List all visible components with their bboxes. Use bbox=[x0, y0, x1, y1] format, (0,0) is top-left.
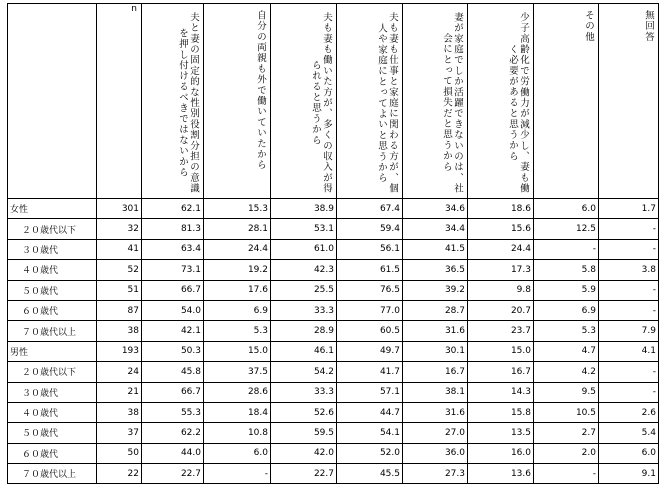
value-cell: 61.5 bbox=[337, 260, 403, 280]
n-header bbox=[97, 4, 142, 199]
value-cell: 1.7 bbox=[599, 199, 659, 219]
value-cell: 17.3 bbox=[468, 260, 534, 280]
table-row bbox=[8, 402, 659, 422]
row-label: ２０歳代以下 bbox=[8, 219, 97, 239]
value-cell: 38.1 bbox=[403, 382, 468, 402]
value-cell: 18.4 bbox=[204, 402, 271, 422]
value-cell: 31.6 bbox=[403, 321, 468, 341]
value-cell: 23.7 bbox=[468, 321, 534, 341]
value-cell: - bbox=[599, 280, 659, 300]
value-cell: 42.3 bbox=[271, 260, 337, 280]
column-header-8 bbox=[599, 4, 659, 199]
row-label: 女性 bbox=[8, 199, 97, 219]
column-header-2 bbox=[204, 4, 271, 199]
value-cell: 16.0 bbox=[468, 443, 534, 463]
n-cell: 38 bbox=[97, 321, 142, 341]
value-cell: 28.9 bbox=[271, 321, 337, 341]
value-cell: 16.7 bbox=[403, 362, 468, 382]
n-cell: 21 bbox=[97, 382, 142, 402]
row-label: ５０歳代 bbox=[8, 280, 97, 300]
value-cell: 24.4 bbox=[468, 239, 534, 259]
value-cell: - bbox=[534, 239, 599, 259]
value-cell: 5.8 bbox=[534, 260, 599, 280]
value-cell: 3.8 bbox=[599, 260, 659, 280]
table-body bbox=[8, 199, 659, 484]
n-cell: 52 bbox=[97, 260, 142, 280]
value-cell: 53.1 bbox=[271, 219, 337, 239]
value-cell: 6.0 bbox=[204, 443, 271, 463]
n-header-label: n bbox=[131, 4, 137, 14]
value-cell: 52.0 bbox=[337, 443, 403, 463]
value-cell: 50.3 bbox=[142, 341, 204, 361]
row-label: ７０歳代以上 bbox=[8, 464, 97, 484]
value-cell: 77.0 bbox=[337, 300, 403, 320]
n-cell: 37 bbox=[97, 423, 142, 443]
value-cell: 62.2 bbox=[142, 423, 204, 443]
value-cell: 22.7 bbox=[271, 464, 337, 484]
value-cell: 15.3 bbox=[204, 199, 271, 219]
value-cell: - bbox=[599, 382, 659, 402]
value-cell: 20.7 bbox=[468, 300, 534, 320]
row-label: ３０歳代 bbox=[8, 239, 97, 259]
column-header-3 bbox=[271, 4, 337, 199]
value-cell: 16.7 bbox=[468, 362, 534, 382]
value-cell: 81.3 bbox=[142, 219, 204, 239]
value-cell: 56.1 bbox=[337, 239, 403, 259]
n-cell: 22 bbox=[97, 464, 142, 484]
table-row bbox=[8, 464, 659, 484]
row-label: 男性 bbox=[8, 341, 97, 361]
value-cell: 62.1 bbox=[142, 199, 204, 219]
column-header-5 bbox=[403, 4, 468, 199]
value-cell: 54.2 bbox=[271, 362, 337, 382]
corner-cell bbox=[8, 4, 97, 199]
table-row bbox=[8, 382, 659, 402]
value-cell: - bbox=[599, 362, 659, 382]
value-cell: 7.9 bbox=[599, 321, 659, 341]
header-row bbox=[8, 4, 659, 199]
value-cell: 44.0 bbox=[142, 443, 204, 463]
value-cell: 54.1 bbox=[337, 423, 403, 443]
value-cell: 27.0 bbox=[403, 423, 468, 443]
value-cell: 44.7 bbox=[337, 402, 403, 422]
value-cell: 33.3 bbox=[271, 382, 337, 402]
value-cell: 2.0 bbox=[534, 443, 599, 463]
value-cell: 6.0 bbox=[534, 199, 599, 219]
table-row bbox=[8, 300, 659, 320]
value-cell: 39.2 bbox=[403, 280, 468, 300]
value-cell: 66.7 bbox=[142, 382, 204, 402]
value-cell: 34.6 bbox=[403, 199, 468, 219]
value-cell: 38.9 bbox=[271, 199, 337, 219]
value-cell: 12.5 bbox=[534, 219, 599, 239]
value-cell: 17.6 bbox=[204, 280, 271, 300]
value-cell: 45.8 bbox=[142, 362, 204, 382]
value-cell: 15.6 bbox=[468, 219, 534, 239]
value-cell: 30.1 bbox=[403, 341, 468, 361]
value-cell: 6.0 bbox=[599, 443, 659, 463]
value-cell: 19.2 bbox=[204, 260, 271, 280]
column-header-4 bbox=[337, 4, 403, 199]
value-cell: 18.6 bbox=[468, 199, 534, 219]
value-cell: 46.1 bbox=[271, 341, 337, 361]
column-header-label: 少子高齢化で労働力が減少し、妻も働く必要があると思うから bbox=[507, 12, 529, 194]
n-cell: 32 bbox=[97, 219, 142, 239]
value-cell: 41.7 bbox=[337, 362, 403, 382]
value-cell: 9.1 bbox=[599, 464, 659, 484]
value-cell: 15.8 bbox=[468, 402, 534, 422]
table-row bbox=[8, 260, 659, 280]
value-cell: 22.7 bbox=[142, 464, 204, 484]
n-cell: 301 bbox=[97, 199, 142, 219]
column-header-label: 夫も妻も仕事と家庭に関わる方が、個人や家庭にとってよいと思うから bbox=[376, 12, 398, 194]
value-cell: 27.3 bbox=[403, 464, 468, 484]
table-row bbox=[8, 219, 659, 239]
value-cell: 5.9 bbox=[534, 280, 599, 300]
row-label: ２０歳代以下 bbox=[8, 362, 97, 382]
value-cell: 37.5 bbox=[204, 362, 271, 382]
table-row bbox=[8, 199, 659, 219]
row-label: ５０歳代 bbox=[8, 423, 97, 443]
value-cell: 10.5 bbox=[534, 402, 599, 422]
row-label: ７０歳代以上 bbox=[8, 321, 97, 341]
value-cell: 36.0 bbox=[403, 443, 468, 463]
value-cell: 73.1 bbox=[142, 260, 204, 280]
n-cell: 87 bbox=[97, 300, 142, 320]
column-header-7 bbox=[534, 4, 599, 199]
value-cell: 66.7 bbox=[142, 280, 204, 300]
value-cell: 33.3 bbox=[271, 300, 337, 320]
value-cell: 59.5 bbox=[271, 423, 337, 443]
value-cell: 5.4 bbox=[599, 423, 659, 443]
value-cell: 5.3 bbox=[204, 321, 271, 341]
value-cell: - bbox=[534, 464, 599, 484]
column-header-label: 夫も妻も働いた方が、多くの収入が得られると思うから bbox=[310, 12, 332, 194]
n-cell: 38 bbox=[97, 402, 142, 422]
value-cell: 52.6 bbox=[271, 402, 337, 422]
value-cell: 9.8 bbox=[468, 280, 534, 300]
n-cell: 51 bbox=[97, 280, 142, 300]
value-cell: 28.6 bbox=[204, 382, 271, 402]
value-cell: 49.7 bbox=[337, 341, 403, 361]
table-row bbox=[8, 321, 659, 341]
value-cell: - bbox=[204, 464, 271, 484]
value-cell: 10.8 bbox=[204, 423, 271, 443]
value-cell: 15.0 bbox=[204, 341, 271, 361]
value-cell: 4.7 bbox=[534, 341, 599, 361]
value-cell: 42.1 bbox=[142, 321, 204, 341]
n-cell: 24 bbox=[97, 362, 142, 382]
value-cell: 60.5 bbox=[337, 321, 403, 341]
value-cell: 45.5 bbox=[337, 464, 403, 484]
value-cell: 36.5 bbox=[403, 260, 468, 280]
value-cell: 31.6 bbox=[403, 402, 468, 422]
column-header-label: 自分の両親も外で働いていたから bbox=[255, 10, 266, 171]
table-row bbox=[8, 280, 659, 300]
value-cell: 24.4 bbox=[204, 239, 271, 259]
value-cell: 6.9 bbox=[204, 300, 271, 320]
column-header-6 bbox=[468, 4, 534, 199]
value-cell: 55.3 bbox=[142, 402, 204, 422]
table-row bbox=[8, 362, 659, 382]
value-cell: 2.7 bbox=[534, 423, 599, 443]
value-cell: 4.2 bbox=[534, 362, 599, 382]
value-cell: 76.5 bbox=[337, 280, 403, 300]
value-cell: 13.6 bbox=[468, 464, 534, 484]
row-label: ４０歳代 bbox=[8, 260, 97, 280]
column-header-label: 夫と妻の固定的な性別役割分担の意識を押し付けるべきではないから bbox=[177, 12, 199, 194]
value-cell: 63.4 bbox=[142, 239, 204, 259]
value-cell: - bbox=[599, 300, 659, 320]
table-row bbox=[8, 341, 659, 361]
value-cell: - bbox=[599, 219, 659, 239]
value-cell: 54.0 bbox=[142, 300, 204, 320]
table-row bbox=[8, 423, 659, 443]
value-cell: 28.7 bbox=[403, 300, 468, 320]
n-cell: 50 bbox=[97, 443, 142, 463]
column-header-label: その他 bbox=[583, 10, 594, 43]
table-row bbox=[8, 239, 659, 259]
row-label: ６０歳代 bbox=[8, 300, 97, 320]
value-cell: 25.5 bbox=[271, 280, 337, 300]
table-row bbox=[8, 443, 659, 463]
value-cell: 5.3 bbox=[534, 321, 599, 341]
value-cell: 14.3 bbox=[468, 382, 534, 402]
survey-table bbox=[7, 3, 659, 484]
value-cell: 13.5 bbox=[468, 423, 534, 443]
n-cell: 41 bbox=[97, 239, 142, 259]
n-cell: 193 bbox=[97, 341, 142, 361]
value-cell: 61.0 bbox=[271, 239, 337, 259]
value-cell: 9.5 bbox=[534, 382, 599, 402]
value-cell: 15.0 bbox=[468, 341, 534, 361]
value-cell: 34.4 bbox=[403, 219, 468, 239]
value-cell: 42.0 bbox=[271, 443, 337, 463]
value-cell: 67.4 bbox=[337, 199, 403, 219]
value-cell: - bbox=[599, 239, 659, 259]
value-cell: 28.1 bbox=[204, 219, 271, 239]
row-label: ３０歳代 bbox=[8, 382, 97, 402]
value-cell: 57.1 bbox=[337, 382, 403, 402]
column-header-label: 無回答 bbox=[643, 10, 654, 43]
row-label: ４０歳代 bbox=[8, 402, 97, 422]
value-cell: 41.5 bbox=[403, 239, 468, 259]
value-cell: 2.6 bbox=[599, 402, 659, 422]
value-cell: 59.4 bbox=[337, 219, 403, 239]
value-cell: 6.9 bbox=[534, 300, 599, 320]
column-header-1 bbox=[142, 4, 204, 199]
row-label: ６０歳代 bbox=[8, 443, 97, 463]
value-cell: 4.1 bbox=[599, 341, 659, 361]
column-header-label: 妻が家庭でしか活躍できないのは、社会にとって損失だと思うから bbox=[441, 12, 463, 194]
